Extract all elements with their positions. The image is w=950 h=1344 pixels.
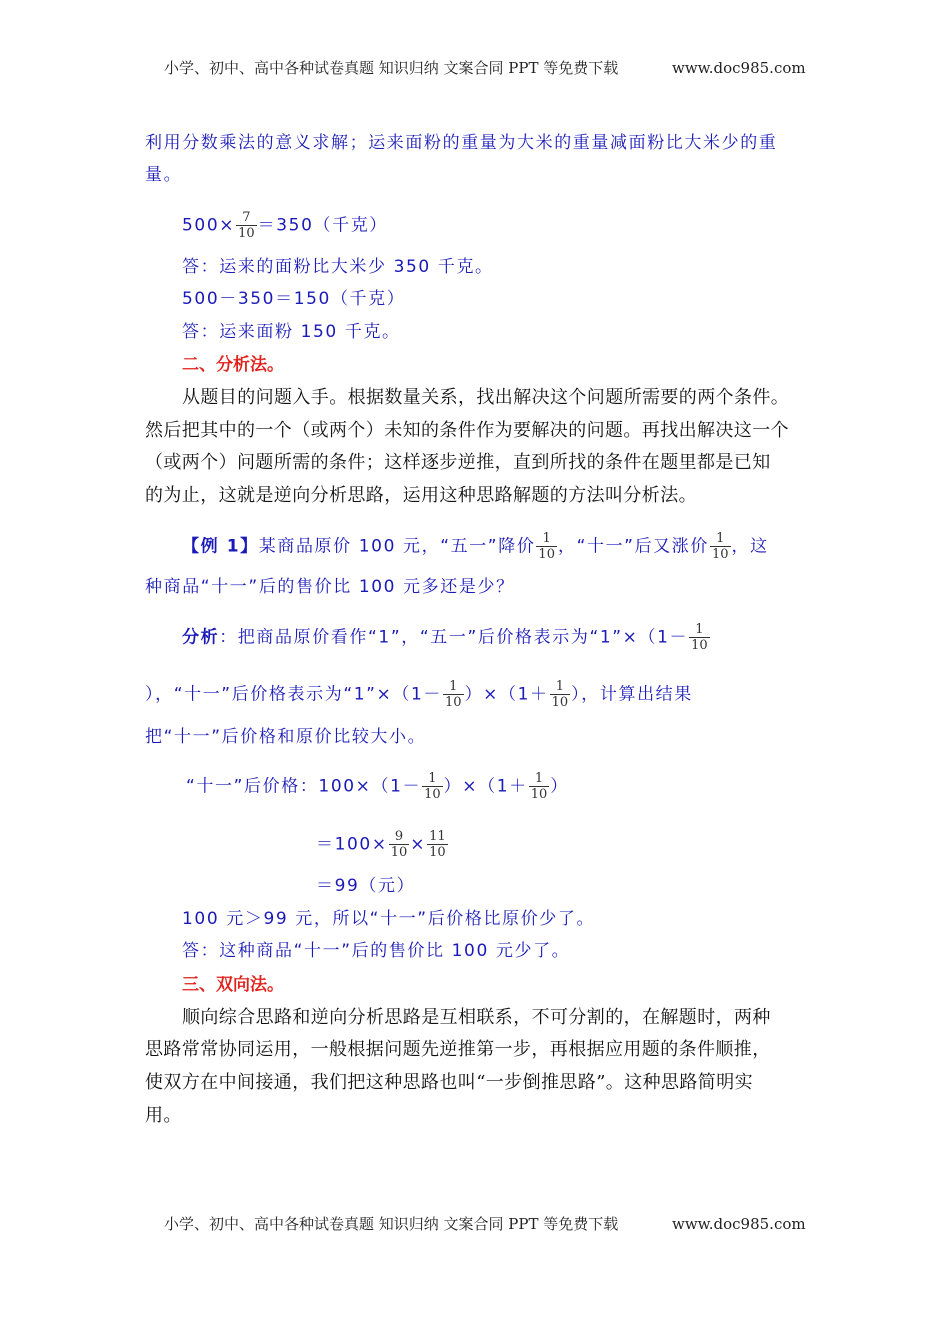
text-line: 把“十一”后价格和原价比较大小。	[145, 727, 427, 747]
text: ×	[410, 834, 427, 855]
equation-1	[182, 210, 388, 241]
fraction	[427, 829, 448, 860]
calc-line	[186, 771, 569, 802]
answer-line: 答：这种商品“十一”后的售价比 100 元少了。	[182, 941, 571, 961]
denominator: 10	[390, 845, 408, 860]
denominator: 10	[530, 787, 548, 802]
header-url[interactable]: www.doc985.com	[672, 59, 806, 77]
numerator: 9	[389, 829, 410, 845]
header-text: 小学、初中、高中各种试卷真题 知识归纳 文案合同 PPT 等免费下载	[164, 59, 619, 77]
text: ）	[550, 776, 569, 797]
denominator: 10	[424, 787, 441, 802]
numerator: 1	[710, 531, 731, 547]
text: ：把商品原价看作“1”，“五一”后价格表示为“1”×（1－	[219, 627, 689, 648]
text: ）×（1＋	[443, 776, 528, 797]
text: ，“十一”后又涨价	[557, 536, 709, 557]
paragraph-line: 的为止，这就是逆向分析思路，运用这种思路解题的方法叫分析法。	[145, 485, 697, 506]
numerator: 1	[550, 679, 571, 695]
fraction	[422, 771, 443, 802]
analysis-label: 分析	[182, 627, 220, 648]
analysis-line	[182, 622, 711, 653]
denominator: 10	[538, 547, 555, 562]
numerator: 1	[529, 771, 550, 787]
paragraph-line: 使双方在中间接通，我们把这种思路也叫“一步倒推思路”。这种思路简明实	[145, 1072, 754, 1093]
denominator: 10	[445, 695, 462, 710]
paragraph-line: 顺向综合思路和逆向分析思路是互相联系，不可分割的，在解题时，两种	[182, 1007, 771, 1028]
equation-2: 500－350＝150（千克）	[182, 289, 406, 309]
denominator: 10	[551, 695, 569, 710]
fraction	[529, 771, 550, 802]
footer-text: 小学、初中、高中各种试卷真题 知识归纳 文案合同 PPT 等免费下载	[164, 1215, 619, 1233]
text-line: 种商品“十一”后的售价比 100 元多还是少？	[145, 577, 515, 597]
paragraph-line: 从题目的问题入手。根据数量关系，找出解决这个问题所需要的两个条件。	[182, 387, 790, 408]
answer-1: 答：运来的面粉比大米少 350 千克。	[182, 257, 494, 277]
paragraph-line: 思路常常协同运用，一般根据问题先逆推第一步，再根据应用题的条件顺推，	[145, 1039, 771, 1060]
numerator: 1	[422, 771, 443, 787]
fraction	[443, 679, 464, 710]
fraction	[689, 622, 710, 653]
denominator: 10	[711, 547, 729, 562]
section-heading: 二、分析法。	[182, 355, 284, 375]
example-label: 【例 1】	[182, 536, 259, 557]
text: “十一”后价格：100×（1－	[186, 776, 422, 797]
paragraph-line: 然后把其中的一个（或两个）未知的条件作为要解决的问题。再找出解决这一个	[145, 420, 789, 441]
numerator: 11	[429, 829, 446, 844]
text-line: 利用分数乘法的意义求解；运来面粉的重量为大米的重量减面粉比大米少的重	[145, 133, 778, 153]
eq-part: ＝350（千克）	[257, 215, 388, 236]
denominator: 10	[691, 638, 708, 653]
numerator: 1	[689, 622, 710, 638]
text-line: 量。	[145, 165, 183, 185]
section-heading: 三、双向法。	[182, 975, 284, 995]
footer-url[interactable]: www.doc985.com	[672, 1215, 806, 1233]
comparison-line: 100 元＞99 元，所以“十一”后价格比原价少了。	[182, 909, 596, 929]
text: ），计算出结果	[571, 684, 693, 705]
numerator: 1	[443, 679, 464, 695]
text: ）×（1＋	[464, 684, 549, 705]
calc-line	[316, 829, 449, 860]
numerator: 1	[536, 531, 557, 547]
paragraph-line: 用。	[145, 1105, 182, 1126]
denominator: 10	[238, 226, 255, 241]
paragraph-line: （或两个）问题所需的条件；这样逐步逆推，直到所找的条件在题里都是已知	[145, 452, 771, 473]
fraction	[236, 210, 257, 241]
fraction	[389, 829, 410, 860]
text: ，这	[731, 536, 769, 557]
denominator: 10	[429, 845, 446, 860]
answer-2: 答：运来面粉 150 千克。	[182, 322, 401, 342]
analysis-line	[145, 679, 693, 710]
fraction	[710, 531, 731, 562]
text: 某商品原价 100 元，“五一”降价	[258, 536, 536, 557]
calc-line: ＝99（元）	[316, 876, 416, 896]
eq-part: 500×	[182, 215, 236, 236]
text: ），“十一”后价格表示为“1”×（1－	[145, 684, 443, 705]
fraction	[536, 531, 557, 562]
text: ＝100×	[316, 834, 388, 855]
fraction	[550, 679, 571, 710]
example-line	[182, 531, 769, 562]
numerator: 7	[236, 210, 257, 226]
